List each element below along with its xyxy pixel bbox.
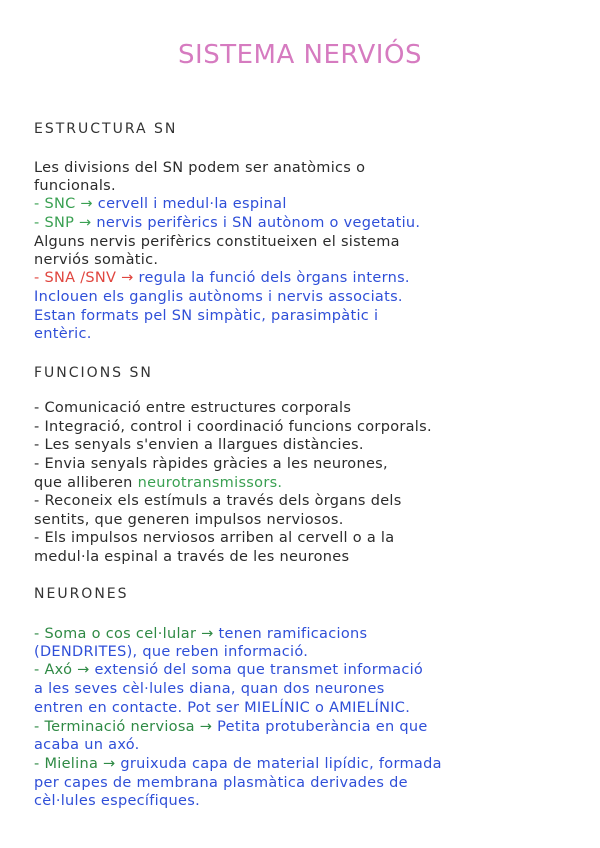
note-line: [34, 493, 402, 509]
note-text-segment: funcionals.: [34, 178, 116, 194]
page-title: SISTEMA NERVIÓS: [178, 40, 422, 70]
note-text-segment: - Soma o cos cel·lular →: [34, 626, 219, 642]
note-line: [34, 270, 410, 286]
note-line: [34, 626, 367, 642]
note-text-segment: nerviós somàtic.: [34, 252, 159, 268]
note-text-segment: neurotransmissors.: [137, 475, 283, 491]
section-heading: ESTRUCTURA SN: [34, 121, 178, 137]
note-text-segment: regula la funció dels òrgans interns.: [138, 270, 410, 286]
note-line: [34, 662, 423, 678]
note-text-segment: cèl·lules específiques.: [34, 793, 200, 809]
note-text-segment: medul·la espinal a través de les neurones: [34, 549, 350, 565]
note-text-segment: que alliberen: [34, 475, 138, 491]
note-line: [34, 719, 428, 735]
note-line: [34, 215, 420, 231]
note-text-segment: entèric.: [34, 326, 92, 342]
note-text-segment: - Integració, control i coordinació funcions corporals.: [34, 419, 432, 435]
note-line: [34, 289, 403, 305]
note-text-segment: entren en contacte. Pot ser MIELÍNIC o AMIELÍNIC.: [34, 700, 411, 716]
note-text-segment: Alguns nervis perifèrics constitueixen el sistema: [34, 234, 400, 250]
note-line: [34, 700, 410, 716]
section-heading: FUNCIONS SN: [34, 365, 153, 381]
note-line: [34, 530, 394, 546]
note-line: [34, 252, 158, 268]
note-line: [34, 178, 116, 194]
note-text-segment: (DENDRITES), que reben informació.: [34, 644, 309, 660]
note-line: [34, 160, 365, 176]
note-text-segment: - Terminació nerviosa →: [34, 719, 218, 735]
note-line: [34, 437, 364, 453]
note-text-segment: - Les senyals s'envien a llargues distàncies.: [34, 437, 364, 453]
note-line: [34, 419, 432, 435]
note-text-segment: gruixuda capa de material lipídic, formada: [120, 756, 442, 772]
note-text-segment: nervis perifèrics i SN autònom o vegetatiu.: [96, 215, 421, 231]
note-line: [34, 756, 442, 772]
note-line: [34, 512, 344, 528]
note-text-segment: - Comunicació entre estructures corporals: [34, 400, 352, 416]
note-line: [34, 737, 140, 753]
note-line: [34, 456, 388, 472]
note-line: [34, 308, 378, 324]
note-text-segment: tenen ramificacions: [218, 626, 368, 642]
note-text-segment: sentits, que generen impulsos nerviosos.: [34, 512, 344, 528]
note-text-segment: Estan formats pel SN simpàtic, parasimpàtic i: [34, 308, 379, 324]
note-text-segment: Les divisions del SN podem ser anatòmics o: [34, 160, 366, 176]
note-line: [34, 400, 351, 416]
note-text-segment: - Mielina →: [34, 756, 121, 772]
note-line: [34, 326, 92, 342]
note-text-segment: - SNP →: [34, 215, 97, 231]
note-text-segment: - Els impulsos nerviosos arriben al cervell o a la: [34, 530, 395, 546]
note-line: [34, 775, 408, 791]
note-text-segment: per capes de membrana plasmàtica derivades de: [34, 775, 408, 791]
note-text-segment: cervell i medul·la espinal: [97, 196, 287, 212]
note-text-segment: Inclouen els ganglis autònoms i nervis associats.: [34, 289, 403, 305]
note-line: [34, 234, 400, 250]
note-line: [34, 475, 282, 491]
note-text-segment: acaba un axó.: [34, 737, 140, 753]
note-text-segment: - Axó →: [34, 662, 95, 678]
note-text-segment: - SNA /SNV →: [34, 270, 139, 286]
note-line: [34, 196, 287, 212]
note-text-segment: a les seves cèl·lules diana, quan dos neurones: [34, 681, 385, 697]
note-line: [34, 644, 308, 660]
section-heading: NEURONES: [34, 586, 129, 602]
note-text-segment: - SNC →: [34, 196, 98, 212]
note-line: [34, 793, 200, 809]
note-line: [34, 549, 349, 565]
note-text-segment: - Reconeix els estímuls a través dels òrgans dels: [34, 493, 402, 509]
note-text-segment: Petita protuberància en que: [217, 719, 428, 735]
note-line: [34, 681, 385, 697]
note-text-segment: - Envia senyals ràpides gràcies a les neurones,: [34, 456, 388, 472]
note-text-segment: extensió del soma que transmet informació: [94, 662, 424, 678]
